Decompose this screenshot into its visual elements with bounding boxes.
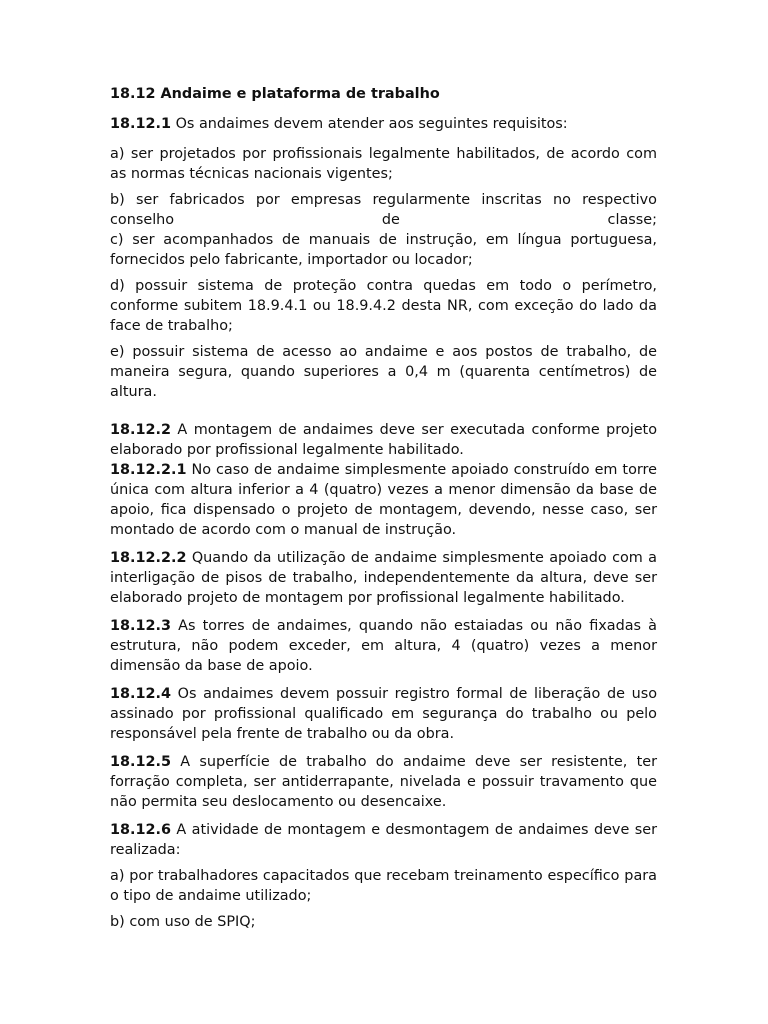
section-number: 18.12.2.2 bbox=[110, 550, 187, 566]
item-b-spiq: b) com uso de SPIQ; bbox=[110, 914, 256, 930]
paragraph-18-12-3 bbox=[110, 616, 657, 676]
item-d: d) possuir sistema de proteção contra quedas em todo o perímetro, conforme subitem 18.9.4.1 ou 18.9.4.2 desta NR, com exceção do lado da face de trabalho; bbox=[110, 278, 657, 334]
item-a: a) ser projetados por profissionais legalmente habilitados, de acordo com as normas técnicas nacionais vigentes; bbox=[110, 146, 657, 182]
section-heading: 18.12 Andaime e plataforma de trabalho bbox=[110, 86, 440, 102]
section-number: 18.12.4 bbox=[110, 686, 171, 702]
paragraph-18-12-6 bbox=[110, 820, 657, 860]
item-c: c) ser acompanhados de manuais de instrução, em língua portuguesa, fornecidos pelo fabricante, importador ou locador; bbox=[110, 232, 657, 268]
paragraph-text: Quando da utilização de andaime simplesmente apoiado com a interligação de pisos de trabalho, independentemente da altura, deve ser elaborado projeto de montagem por profissional legalmente habilitado. bbox=[110, 550, 657, 606]
section-number: 18.12.3 bbox=[110, 618, 171, 634]
paragraph-18-12-2-2 bbox=[110, 548, 657, 608]
paragraph-text: Os andaimes devem possuir registro formal de liberação de uso assinado por profissional qualificado em segurança do trabalho ou pelo responsável pela frente de trabalho ou da obra. bbox=[110, 686, 657, 742]
paragraph-text: A superfície de trabalho do andaime deve ser resistente, ter forração completa, ser antiderrapante, nivelada e possuir travamento que não permita seu deslocamento ou desencaixe. bbox=[110, 754, 657, 810]
section-number: 18.12.1 bbox=[110, 116, 171, 132]
section-number: 18.12.6 bbox=[110, 822, 171, 838]
item-b: b) ser fabricados por empresas regularmente inscritas no respectivo conselho de classe; bbox=[110, 192, 657, 228]
paragraph-text: Os andaimes devem atender aos seguintes requisitos: bbox=[171, 116, 568, 132]
paragraph-18-12-2-1 bbox=[110, 460, 657, 540]
item-a-training: a) por trabalhadores capacitados que recebam treinamento específico para o tipo de andaime utilizado; bbox=[110, 868, 657, 904]
paragraph-18-12-5 bbox=[110, 752, 657, 812]
paragraph-18-12-4 bbox=[110, 684, 657, 744]
section-number: 18.12.2.1 bbox=[110, 462, 187, 478]
paragraph-18-12-2 bbox=[110, 420, 657, 460]
section-number: 18.12.5 bbox=[110, 754, 171, 770]
paragraph-text: A montagem de andaimes deve ser executada conforme projeto elaborado por profissional legalmente habilitado. bbox=[110, 422, 657, 458]
paragraph-text: A atividade de montagem e desmontagem de andaimes deve ser realizada: bbox=[110, 822, 657, 858]
paragraph-18-12-1 bbox=[110, 114, 657, 134]
document-body bbox=[110, 84, 657, 932]
item-e: e) possuir sistema de acesso ao andaime e aos postos de trabalho, de maneira segura, quando superiores a 0,4 m (quarenta centímetros) de altura. bbox=[110, 344, 657, 400]
paragraph-text: As torres de andaimes, quando não estaiadas ou não fixadas à estrutura, não podem exceder, em altura, 4 (quatro) vezes a menor dimensão da base de apoio. bbox=[110, 618, 657, 674]
section-number: 18.12.2 bbox=[110, 422, 171, 438]
paragraph-text: No caso de andaime simplesmente apoiado construído em torre única com altura inferior a 4 (quatro) vezes a menor dimensão da base de apoio, fica dispensado o projeto de montagem, devendo, nesse caso, ser montado de acordo com o manual de instrução. bbox=[110, 462, 657, 538]
